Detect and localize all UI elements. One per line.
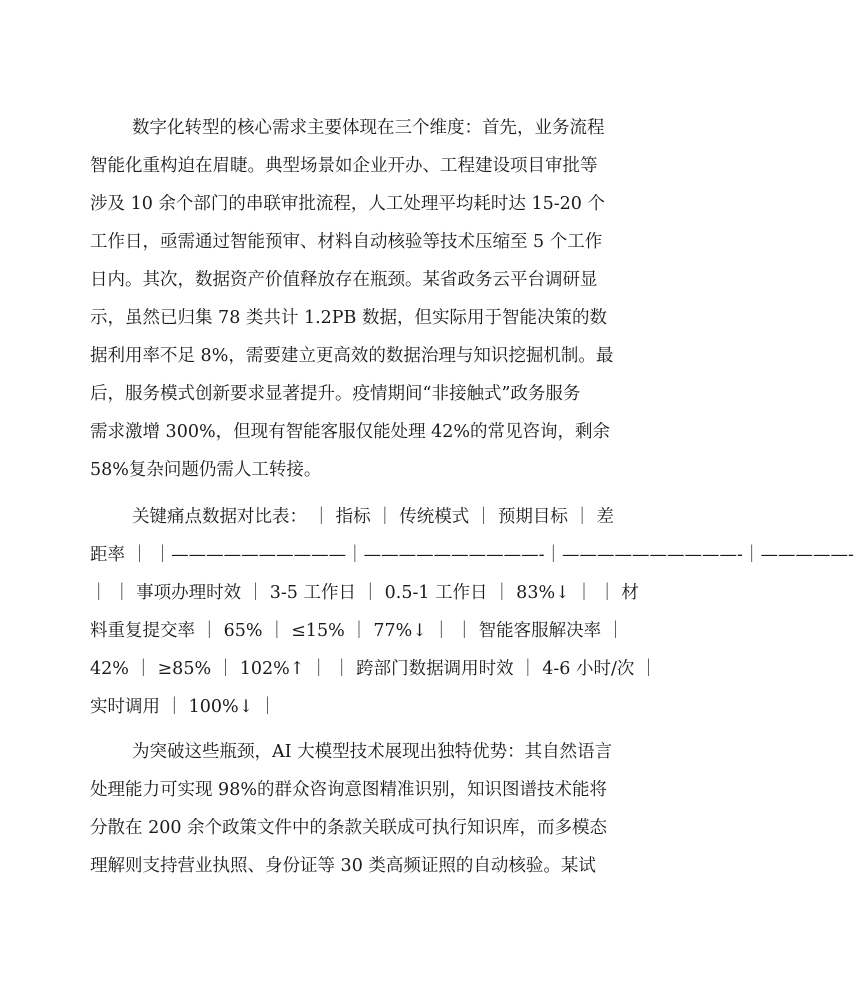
paragraph-1-line-8: 后，服务模式创新要求显著提升。疫情期间“非接触式”政务服务 <box>90 384 581 404</box>
paragraph-2-line-6: 实时调用 ｜ 100%↓ ｜ <box>90 697 277 717</box>
paragraph-1-line-3: 涉及 10 余个部门的串联审批流程，人工处理平均耗时达 15-20 个 <box>90 194 605 214</box>
paragraph-1-line-9: 需求激增 300%，但现有智能客服仅能处理 42%的常见咨询，剩余 <box>90 422 611 442</box>
paragraph-2-line-2: 距率 ｜ ｜——————————｜——————————-｜——————————-｜—————- <box>90 545 854 565</box>
paragraph-1-line-6: 示，虽然已归集 78 类共计 1.2PB 数据，但实际用于智能决策的数 <box>90 308 607 328</box>
paragraph-1-line-10: 58%复杂问题仍需人工转接。 <box>90 460 322 480</box>
paragraph-3-line-3: 分散在 200 余个政策文件中的条款关联成可执行知识库，而多模态 <box>90 818 608 838</box>
paragraph-1-line-5: 日内。其次，数据资产价值释放存在瓶颈。某省政务云平台调研显 <box>90 270 598 290</box>
paragraph-2-line-5: 42% ｜ ≥85% ｜ 102%↑ ｜ ｜ 跨部门数据调用时效 ｜ 4-6 小时/次 ｜ <box>90 659 658 679</box>
paragraph-1-line-2: 智能化重构迫在眉睫。典型场景如企业开办、工程建设项目审批等 <box>90 156 598 176</box>
paragraph-3-line-4: 理解则支持营业执照、身份证等 30 类高频证照的自动核验。某试 <box>90 856 596 876</box>
paragraph-1-line-7: 据利用率不足 8%，需要建立更高效的数据治理与知识挖掘机制。最 <box>90 346 614 366</box>
paragraph-1-line-4: 工作日，亟需通过智能预审、材料自动核验等技术压缩至 5 个工作 <box>90 232 603 252</box>
paragraph-3-line-2: 处理能力可实现 98%的群众咨询意图精准识别，知识图谱技术能将 <box>90 780 607 800</box>
paragraph-2-line-3: ｜ ｜ 事项办理时效 ｜ 3-5 工作日 ｜ 0.5-1 工作日 ｜ 83%↓ ｜ ｜ 材 <box>90 583 639 603</box>
paragraph-2-line-4: 料重复提交率 ｜ 65% ｜ ≤15% ｜ 77%↓ ｜ ｜ 智能客服解决率 ｜ <box>90 621 625 641</box>
paragraph-2-line-1: 关键痛点数据对比表： ｜ 指标 ｜ 传统模式 ｜ 预期目标 ｜ 差 <box>132 507 615 527</box>
paragraph-3-line-1: 为突破这些瓶颈，AI 大模型技术展现出独特优势：其自然语言 <box>132 742 613 762</box>
paragraph-1-line-1: 数字化转型的核心需求主要体现在三个维度：首先，业务流程 <box>132 118 605 138</box>
